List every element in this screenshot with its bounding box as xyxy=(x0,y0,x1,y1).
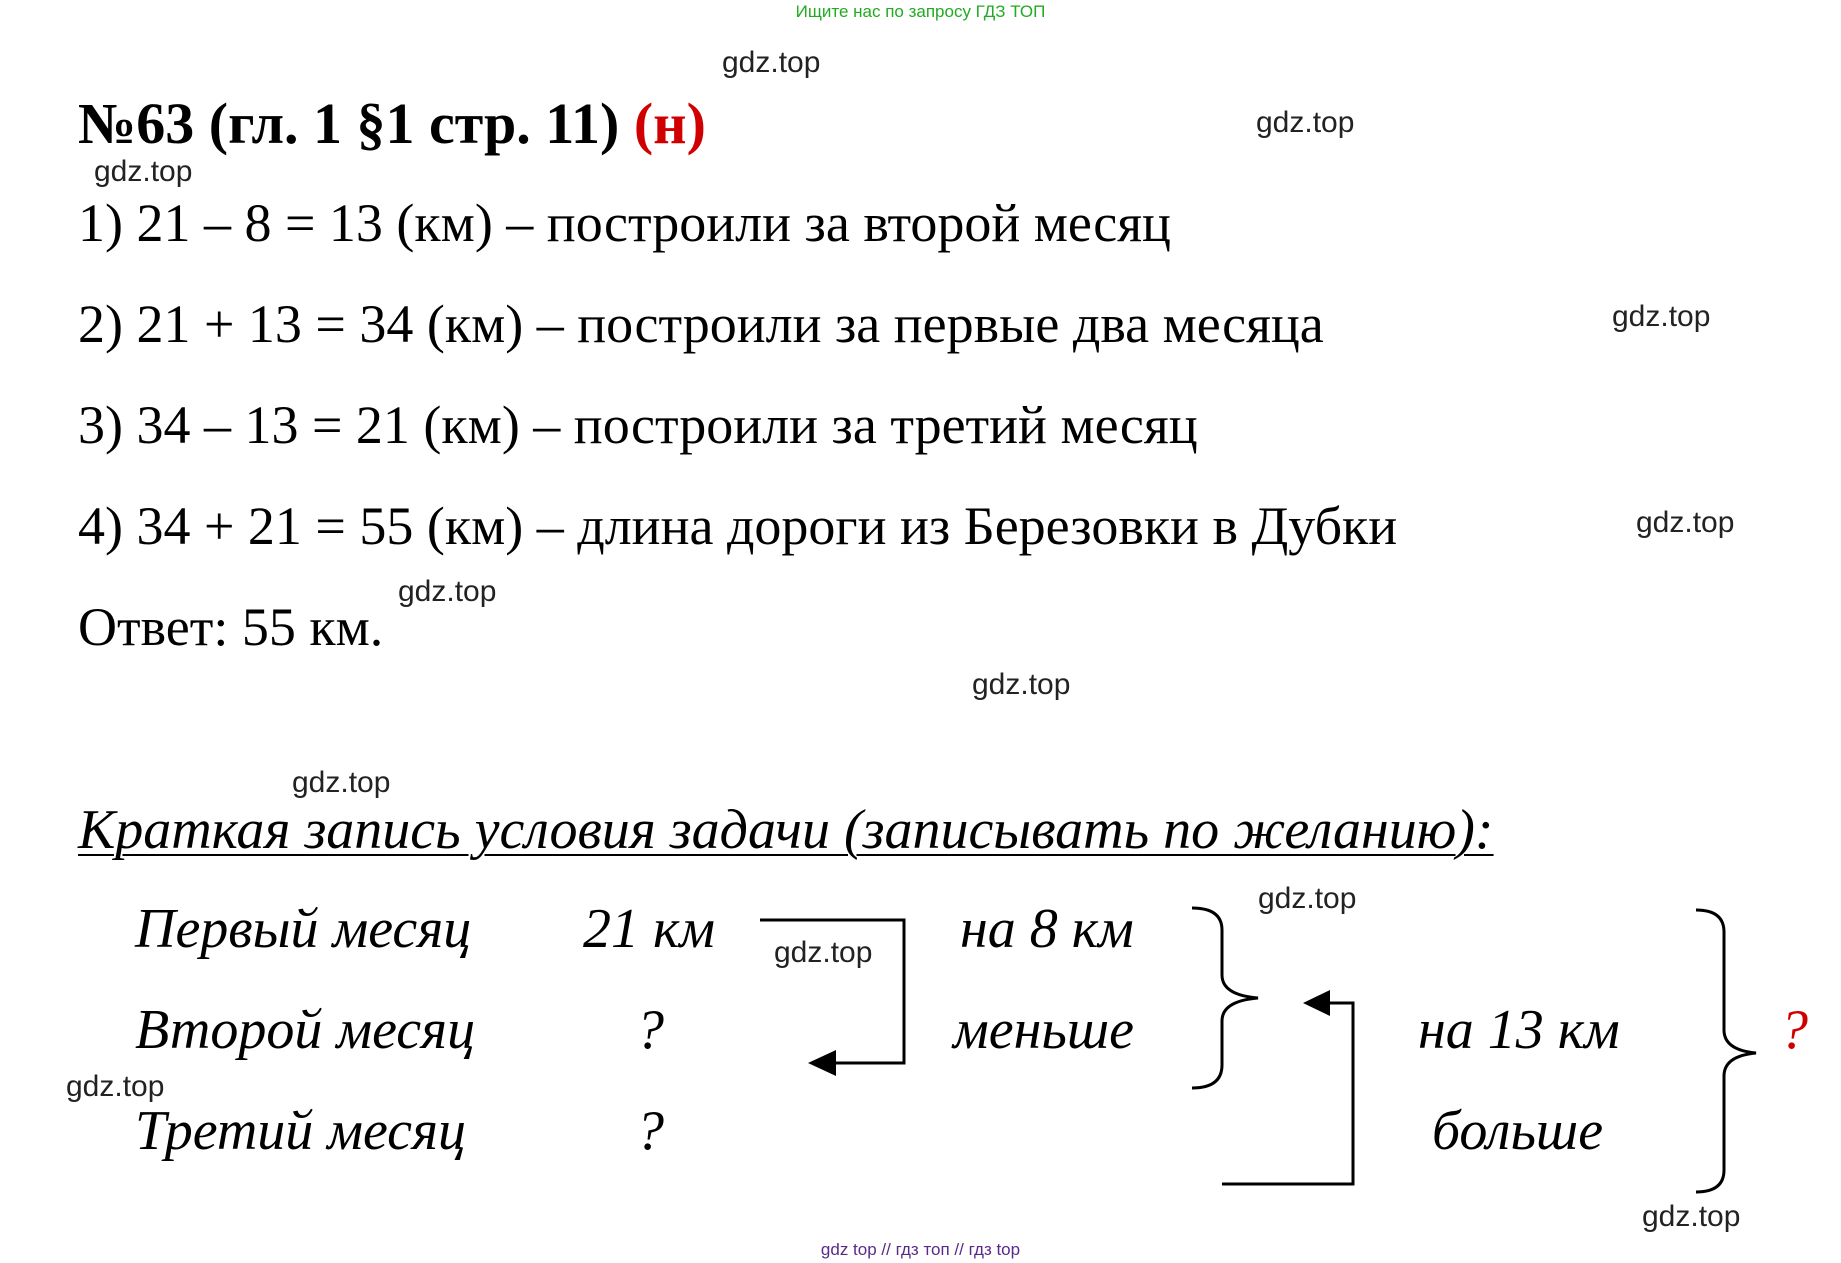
watermark: gdz.top xyxy=(66,1070,165,1103)
watermark: gdz.top xyxy=(774,936,873,969)
row-value: 21 км xyxy=(583,898,715,960)
watermark: gdz.top xyxy=(1258,882,1357,915)
row-label: Первый месяц xyxy=(135,898,472,960)
task-mark: (н) xyxy=(633,91,706,156)
top-banner: Ищите нас по запросу ГДЗ ТОП xyxy=(795,2,1046,21)
arrow-third-to-pair xyxy=(1222,1003,1353,1184)
relation-direction: меньше xyxy=(953,999,1134,1061)
row-label: Третий месяц xyxy=(135,1100,467,1162)
watermark: gdz.top xyxy=(722,46,821,79)
relation-direction: больше xyxy=(1432,1100,1604,1162)
solution-step: 4) 34 + 21 = 55 (км) – длина дороги из Березовки в Дубки xyxy=(78,496,1398,556)
watermark: gdz.top xyxy=(1636,506,1735,539)
row-label: Второй месяц xyxy=(135,999,476,1061)
answer: Ответ: 55 км. xyxy=(78,597,384,657)
brace-icon xyxy=(1696,910,1756,1192)
row-value: ? xyxy=(636,999,664,1061)
watermark: gdz.top xyxy=(292,766,391,799)
watermark: gdz.top xyxy=(1642,1200,1741,1233)
task-number: №63 (гл. 1 §1 стр. 11) xyxy=(78,91,620,156)
footer-links: gdz top // гдз топ // гдз top xyxy=(820,1240,1021,1259)
watermark: gdz.top xyxy=(398,575,497,608)
watermark: gdz.top xyxy=(972,668,1071,701)
watermark: gdz.top xyxy=(1612,300,1711,333)
arrow-first-to-second xyxy=(760,920,904,1063)
short-record-heading: Краткая запись условия задачи (записывать по желанию): xyxy=(78,799,1494,861)
row-value: ? xyxy=(636,1100,664,1162)
relation-amount: на 8 км xyxy=(960,898,1134,960)
arrow-head-icon xyxy=(1303,990,1330,1016)
solution-step: 1) 21 – 8 = 13 (км) – построили за второй месяц xyxy=(78,193,1171,253)
watermark: gdz.top xyxy=(94,155,193,188)
brace-icon xyxy=(1192,908,1258,1088)
solution-step: 2) 21 + 13 = 34 (км) – построили за первые два месяца xyxy=(78,294,1324,354)
watermark: gdz.top xyxy=(1256,106,1355,139)
solution-step: 3) 34 – 13 = 21 (км) – построили за третий месяц xyxy=(78,395,1198,455)
relation-amount: на 13 км xyxy=(1418,999,1620,1061)
total-question: ? xyxy=(1780,999,1808,1061)
arrow-head-icon xyxy=(808,1050,836,1076)
